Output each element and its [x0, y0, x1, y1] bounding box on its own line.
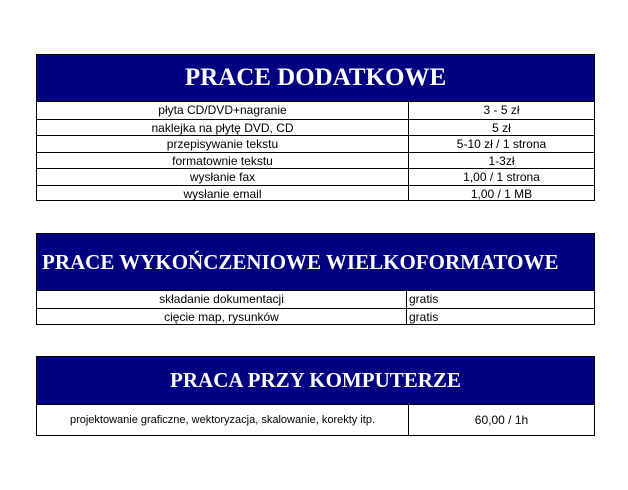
service-label: formatownie tekstu	[37, 153, 409, 169]
table-row	[37, 291, 594, 308]
service-label: wysłanie fax	[37, 169, 409, 185]
service-label: wysłanie email	[37, 186, 409, 202]
service-label: naklejka na płytę DVD, CD	[37, 120, 409, 136]
service-price: 3 - 5 zł	[483, 103, 520, 117]
table-row	[37, 119, 594, 136]
section-title: PRACE DODATKOWE	[37, 55, 594, 102]
service-price: gratis	[409, 292, 439, 306]
section-prace-dodatkowe	[36, 54, 595, 201]
service-price: 1,00 / 1 strona	[463, 170, 540, 184]
service-label: cięcie map, rysunków	[37, 309, 407, 325]
section-title: PRACA PRZY KOMPUTERZE	[37, 357, 594, 405]
service-label: projektowanie graficzne, wektoryzacja, skalowanie, korekty itp.	[37, 405, 409, 435]
service-label: składanie dokumentacji	[37, 291, 407, 308]
service-price: 1,00 / 1 MB	[470, 186, 533, 201]
table-row	[37, 102, 594, 119]
table-row	[37, 405, 594, 435]
section-prace-wykonczeniowe	[36, 233, 595, 325]
table-row	[37, 152, 594, 169]
service-price: gratis	[409, 310, 439, 324]
table-row	[37, 185, 594, 202]
section-praca-przy-komputerze	[36, 356, 595, 436]
table-row	[37, 308, 594, 325]
service-price: 1-3zł	[488, 153, 515, 168]
section-title: PRACE WYKOŃCZENIOWE WIELKOFORMATOWE	[37, 234, 594, 291]
table-row	[37, 168, 594, 185]
service-label: przepisywanie tekstu	[37, 136, 409, 152]
service-label: płyta CD/DVD+nagranie	[37, 102, 409, 119]
service-price: 60,00 / 1h	[474, 413, 529, 427]
service-price: 5 zł	[492, 120, 511, 135]
table-row	[37, 135, 594, 152]
service-price: 5-10 zł / 1 strona	[456, 137, 547, 151]
